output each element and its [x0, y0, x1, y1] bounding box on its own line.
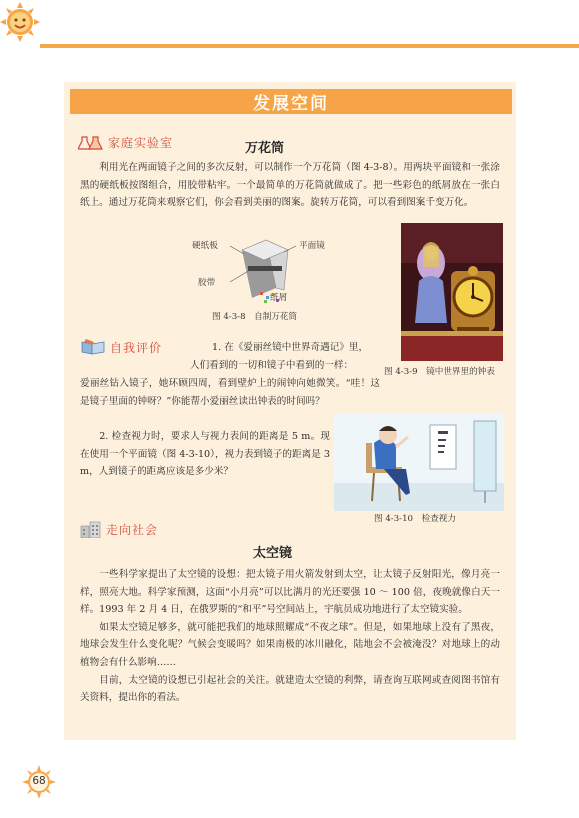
- space-mirror-title: 太空镜: [253, 546, 293, 561]
- q1-rest-text: 爱丽丝钻入镜子，她环顾四周，看到壁炉上的闹钟向她微笑。“哇！这是镜子里面的钟呀？”你能帮小爱丽丝读出钟表的时间吗？: [80, 378, 380, 407]
- q1-line2-text: 人们看到的一切和镜子中看到的一样：: [190, 360, 354, 371]
- q1-line1: [212, 339, 390, 357]
- figure-4-3-8-caption: 图 4-3-8 自制万花筒: [212, 312, 298, 322]
- header-rule: [40, 44, 579, 48]
- section-banner: [70, 89, 512, 114]
- banner-title: 发展空间: [253, 94, 329, 114]
- label-mirror: 平面镜: [299, 241, 325, 251]
- kaleidoscope-title: 万花筒: [245, 141, 285, 156]
- space-mirror-body: [80, 566, 500, 707]
- self-eval-label-text: 自我评价: [110, 340, 163, 355]
- book-icon: [80, 338, 106, 356]
- flask-icon: [78, 135, 104, 151]
- kaleidoscope-paragraph: [80, 159, 500, 212]
- space-mirror-p2: 如果太空镜足够多，就可能把我们的地球照耀成“不夜之球”。但是，如果地球上没有了黑夜，地球会发生什么变化呢？气候会变暖吗？如果南极的冰川融化，陆地会不会被淹没？对地球上的动植物会有什么影响……: [80, 621, 500, 668]
- home-lab-label: [78, 134, 173, 151]
- page-header: [0, 0, 579, 48]
- space-mirror-p1: 一些科学家提出了太空镜的设想：把太镜子用火箭发射到太空，让太镜子反射阳光，像月亮一样，照亮大地。科学家预测，这面“小月亮”可以比满月的光还要强 10 ～ 100 倍，夜晚就像白天一样。1993 年 2 月 4 日，在俄罗斯的“和平”号空间站上，宇航员成功地进行了太空镜实验。: [80, 569, 500, 616]
- society-label-text: 走向社会: [106, 522, 159, 537]
- society-label: [80, 520, 158, 538]
- alice-mirror-clock-illustration: [401, 223, 503, 361]
- figure-4-3-10-caption: 图 4-3-10 检查视力: [374, 514, 456, 524]
- sun-mascot-icon: [0, 0, 48, 44]
- q1-rest: [80, 375, 380, 410]
- q1-line2: [190, 357, 390, 375]
- space-mirror-p3: 目前，太空镜的设想已引起社会的关注。就建造太空镜的利弊，请查询互联网或查阅图书馆有关资料，提出你的看法。: [80, 674, 500, 704]
- label-confetti: 纸屑: [270, 293, 288, 303]
- self-eval-label: [80, 338, 162, 356]
- page-number-badge: [22, 765, 56, 799]
- buildings-icon: [80, 520, 102, 538]
- page-number: 68: [32, 775, 46, 787]
- q2-paragraph: [80, 428, 330, 481]
- q1-line1-text: 1. 在《爱丽丝镜中世界奇遇记》里，: [212, 342, 369, 353]
- eye-test-illustration: [334, 413, 504, 511]
- home-lab-label-text: 家庭实验室: [108, 136, 174, 150]
- label-tape: 胶带: [198, 278, 216, 288]
- label-cardboard: 硬纸板: [192, 241, 218, 251]
- q2-text: 2. 检查视力时，要求人与视力表间的距离是 5 m。现在使用一个平面镜（图 4-3-10），视力表到镜子的距离是 3 m，人到镜子的距离应该是多少米？: [80, 431, 330, 478]
- kaleidoscope-text: 利用光在两面镜子之间的多次反射，可以制作一个万花筒（图 4-3-8）。用两块平面镜和一张涂黑的硬纸板按图组合，用胶带粘牢。一个最简单的万花筒就做成了。把一些彩色的纸屑放在一张白纸上。通过万花筒来观察它们，你会看到美丽的图案。旋转万花筒，可以看到图案千变万化。: [80, 162, 500, 209]
- figure-4-3-9-caption: 图 4-3-9 镜中世界里的钟表: [384, 367, 495, 377]
